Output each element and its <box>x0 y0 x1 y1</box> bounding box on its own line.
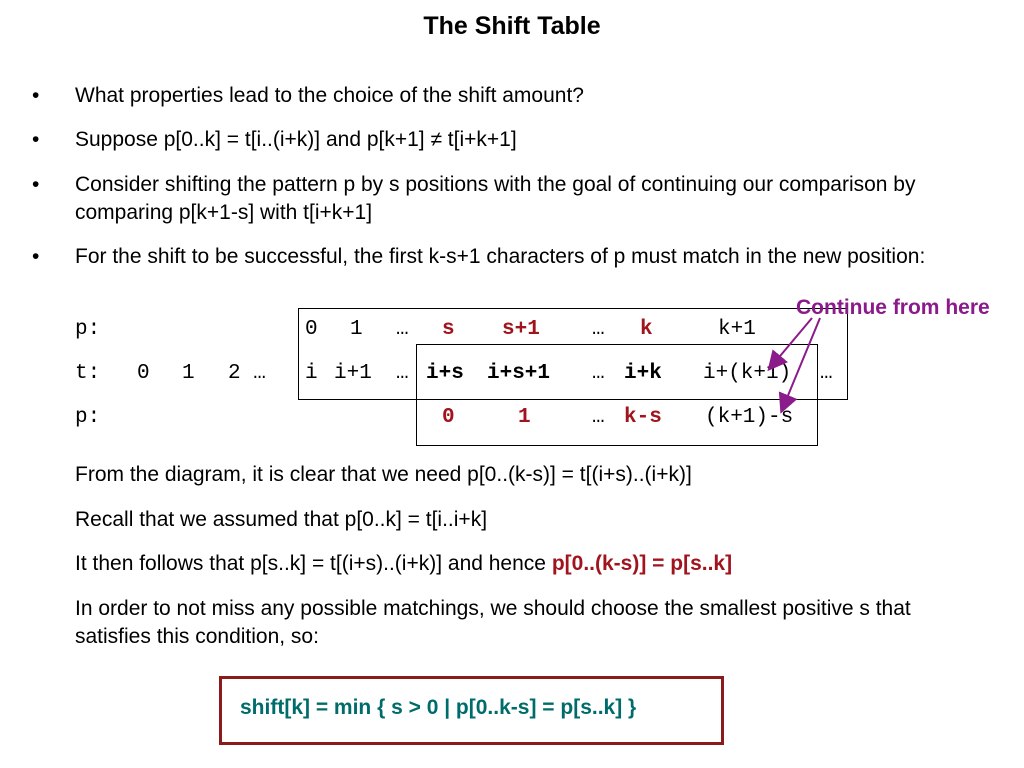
row1-cell: k <box>640 318 653 341</box>
row3-label: p: <box>75 406 101 429</box>
bullet-text: What properties lead to the choice of the shift amount? <box>75 84 584 107</box>
row1-cell: k+1 <box>718 318 756 341</box>
row3-cell: (k+1)-s <box>705 406 794 429</box>
row1-label: p: <box>75 318 101 341</box>
slide-title: The Shift Table <box>423 12 601 40</box>
row2-prefix: 2 … <box>228 362 266 385</box>
shift-formula: shift[k] = min { s > 0 | p[0..k-s] = p[s..k] } <box>240 696 637 719</box>
paragraph: In order to not miss any possible matchings, we should choose the smallest positive s that satisfies this condition, so: <box>75 597 911 648</box>
row1-cell: … <box>396 318 409 341</box>
bullet-marker: • <box>32 84 40 107</box>
row2-cell: i <box>305 362 318 385</box>
paragraph-plain: It then follows that p[s..k] = t[(i+s)..(i+k)] and hence <box>75 552 552 575</box>
paragraph: From the diagram, it is clear that we need p[0..(k-s)] = t[(i+s)..(i+k)] <box>75 463 692 486</box>
row2-cell: … <box>396 362 409 385</box>
bullet-marker: • <box>32 245 40 268</box>
row3-cell: 0 <box>442 406 455 429</box>
row1-cell: 0 <box>305 318 318 341</box>
row2-cell: i+1 <box>334 362 372 385</box>
row2-cell: i+s <box>426 362 464 385</box>
row2-cell: … <box>820 362 833 385</box>
arrow-to-text-position <box>770 318 812 368</box>
continue-annotation: Continue from here <box>796 296 990 319</box>
row1-cell: s+1 <box>502 318 540 341</box>
bullet-text: Consider shifting the pattern p by s positions with the goal of continuing our comparison by comparing p[k+1-s] with t[i+k+1] <box>75 173 916 224</box>
row2-cell: … <box>592 362 605 385</box>
row3-cell: k-s <box>624 406 662 429</box>
row1-cell: s <box>442 318 455 341</box>
row3-cell: 1 <box>518 406 531 429</box>
row1-cell: … <box>592 318 605 341</box>
row2-cell: i+s+1 <box>487 362 551 385</box>
bullet-marker: • <box>32 128 40 151</box>
row2-cell: i+(k+1) <box>703 362 792 385</box>
bullet-text: For the shift to be successful, the first k-s+1 characters of p must match in the new position: <box>75 245 926 268</box>
row2-prefix: 0 <box>137 362 150 385</box>
paragraph <box>75 550 975 578</box>
bullet-text: Suppose p[0..k] = t[i..(i+k)] and p[k+1] ≠ t[i+k+1] <box>75 128 517 151</box>
paragraph-highlight: p[0..(k-s)] = p[s..k] <box>551 552 733 575</box>
row2-prefix: 1 <box>182 362 195 385</box>
bullet-marker: • <box>32 173 40 196</box>
row3-cell: … <box>592 406 605 429</box>
row1-cell: 1 <box>350 318 363 341</box>
row2-cell: i+k <box>624 362 662 385</box>
row2-label: t: <box>75 362 101 385</box>
paragraph: Recall that we assumed that p[0..k] = t[i..i+k] <box>75 508 488 531</box>
